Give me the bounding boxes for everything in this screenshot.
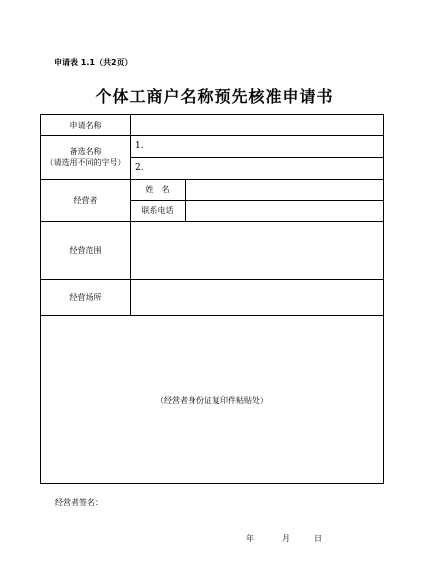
document-title: 个体工商户名称预先核准申请书 [95, 87, 334, 106]
signature-label: 经营者签名： [55, 498, 103, 507]
form-code: 申请表 1.1（共2页） [54, 58, 133, 67]
alternate-names-label: 备选名称 [69, 147, 102, 156]
alternate-names-hint: （请选用不同的字号） [45, 158, 126, 167]
operator-name-label: 姓 名 [145, 185, 170, 194]
month-label: 月 [282, 534, 290, 543]
operator-label: 经营者 [73, 195, 98, 205]
alternate-name-2-number: 2. [135, 163, 144, 173]
business-place-label: 经营场所 [69, 292, 102, 302]
row-divider [130, 157, 383, 158]
operator-phone-label: 联系电话 [141, 206, 174, 215]
applicant-name-label: 申请名称 [69, 120, 102, 130]
column-divider [185, 179, 186, 221]
business-scope-label: 经营范围 [69, 245, 102, 255]
application-form-table [40, 114, 384, 484]
id-copy-paste-area-note: （经营者身份证复印件粘贴处） [156, 396, 268, 405]
alternate-names-cell [41, 135, 130, 179]
alternate-name-1-number: 1. [135, 141, 144, 151]
year-label: 年 [246, 534, 254, 543]
row-divider [41, 315, 383, 316]
day-label: 日 [314, 534, 322, 543]
